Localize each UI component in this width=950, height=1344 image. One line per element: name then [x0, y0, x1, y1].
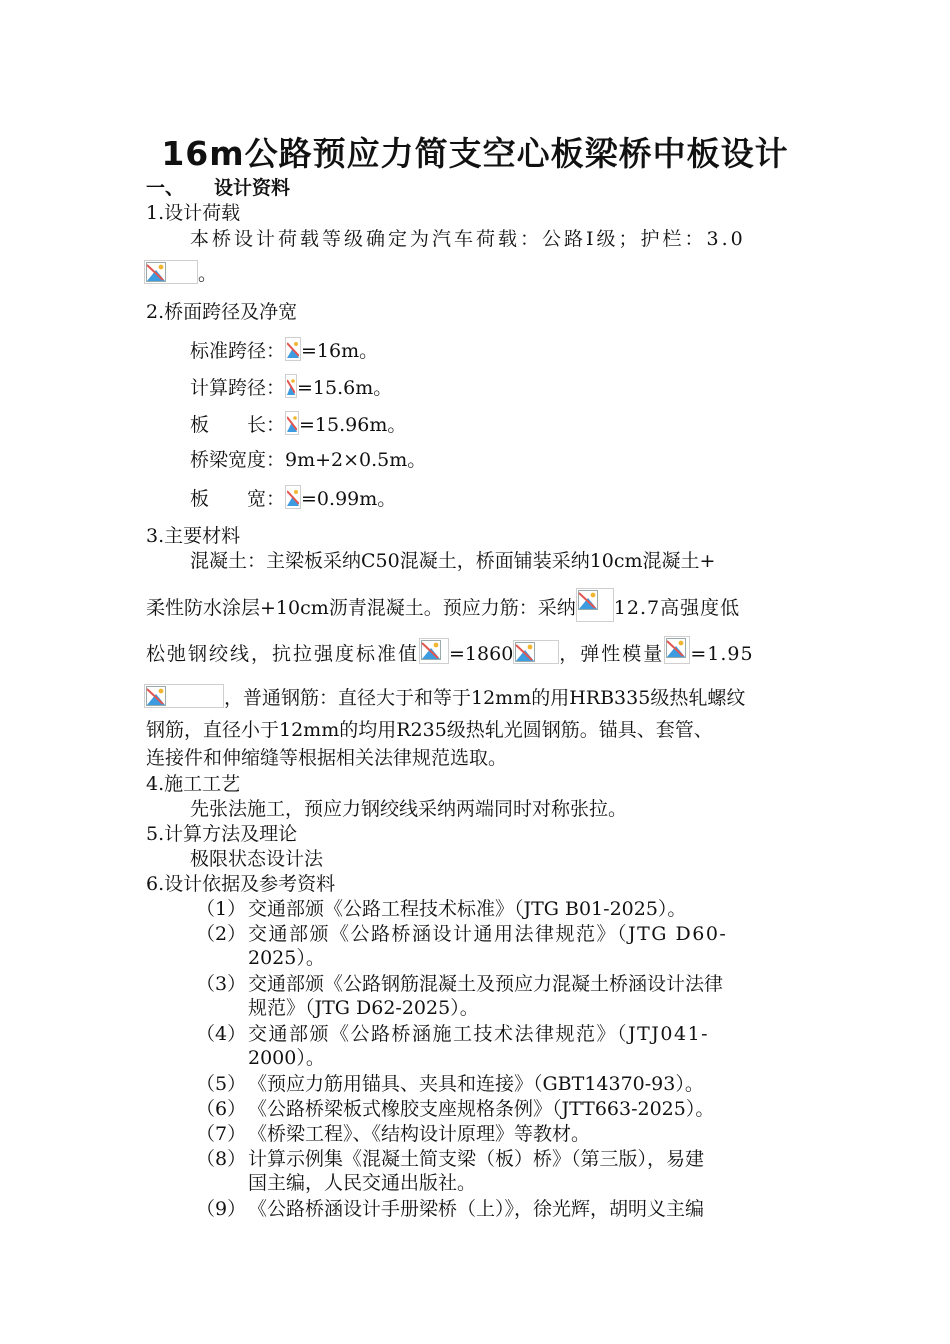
broken-image-icon [144, 684, 224, 708]
broken-image-icon [576, 588, 614, 622]
materials-line-2: 柔性防水涂层+10cm沥青混凝土。预应力筋：采纳 12.7高强度低 [146, 588, 740, 622]
subsection-heading-references: 6.设计依据及参考资料 [146, 873, 336, 895]
span-row-bridge-width: 桥梁宽度：9m+2×0.5m。 [190, 449, 427, 471]
broken-image-icon [285, 485, 301, 509]
construction-text: 先张法施工，预应力钢绞线采纳两端同时对称张拉。 [190, 798, 628, 820]
broken-image-icon [664, 636, 690, 664]
span-row-standard: 标准跨径： =16m。 [190, 337, 378, 363]
document-title: 16m公路预应力简支空心板梁桥中板设计 [161, 134, 789, 173]
method-text: 极限状态设计法 [190, 848, 324, 870]
materials-line-4: ，普通钢筋：直径大于和等于12mm的用HRB335级热轧螺纹 [144, 684, 745, 710]
broken-image-icon [285, 374, 297, 398]
broken-image-icon [419, 638, 449, 664]
section-label: 设计资料 [214, 177, 291, 199]
span-row-calc: 计算跨径： =15.6m。 [190, 374, 392, 400]
section-number: 一、 [146, 177, 185, 199]
load-text: 本桥设计荷载等级确定为汽车荷载：公路Ⅰ级；护栏：3.0 [190, 228, 746, 250]
subsection-heading-span: 2.桥面跨径及净宽 [146, 301, 298, 323]
materials-line-1: 混凝土：主梁板采纳C50混凝土，桥面铺装采纳10cm混凝土+ [190, 550, 716, 572]
section-heading [146, 176, 290, 200]
load-text-end: 。 [144, 260, 217, 286]
broken-image-icon [144, 260, 198, 284]
materials-line-6: 连接件和伸缩缝等根据相关法律规范选取。 [146, 747, 508, 769]
broken-image-icon [285, 337, 301, 361]
span-row-length: 板 长： =15.96m。 [190, 411, 406, 437]
broken-image-icon [285, 411, 299, 435]
materials-line-3: 松弛钢绞线，抗拉强度标准值 =1860 ，弹性模量 =1.95 [146, 636, 754, 666]
broken-image-icon [513, 640, 559, 664]
subsection-heading-materials: 3.主要材料 [146, 525, 241, 547]
subsection-heading-construction: 4.施工工艺 [146, 773, 241, 795]
subsection-heading-method: 5.计算方法及理论 [146, 823, 298, 845]
span-row-slab-width: 板 宽： =0.99m。 [190, 485, 396, 511]
document-page: 16m公路预应力简支空心板梁桥中板设计 一、 设计资料 1.设计荷载 本桥设计荷载等级确定为汽车荷载：公路Ⅰ级；护栏：3.0 。 2.桥面跨径及净宽 标准跨径： =16m。 计算跨径： =15.6m。 板 长： =15.96m。 桥梁宽度：9m+2×0.5m。 板 宽： =0.99m。 3.主要材料 混凝土：主梁板采纳C50混凝土，桥面铺装采纳10cm混凝土+ 柔性防水涂层+10cm沥青混凝土。预应力筋：采纳 12.7高强度低 松弛钢绞线，抗拉强度标准值 =1860 ，弹性模量 =1.95 ，普通钢筋：直径大于和等于12mm的用HRB335级热轧螺纹 钢筋，直径小于12mm的均用R235级热轧光圆钢筋。锚具、套管、 连接件和伸缩缝等根据相关法律规范选取。 4.施工工艺 先张法施工，预应力钢绞线采纳两端同时对称张拉。 5.计算方法及理论 极限状态设计法 6.设计依据及参考资料 （1） 交通部颁《公路工程技术标准》（JTG B01-2025）。 （2） 交通部颁《公路桥涵设计通用法律规范》（JTG D60- 2025）。 （3） 交通部颁《公路钢筋混凝土及预应力混凝土桥涵设计法律 规范》（JTG D62-2025）。 （4） 交通部颁《公路桥涵施工技术法律规范》（JTJ041- 2000）。 （5） 《预应力筋用锚具、夹具和连接》（GBT14370-93）。 （6） 《公路桥梁板式橡胶支座规格条例》（JTT663-2025）。 （7） 《桥梁工程》、《结构设计原理》等教材。 （8） 计算示例集《混凝土简支梁（板）桥》（第三版），易建 国主编，人民交通出版社。 （9） 《公路桥涵设计手册梁桥（上）》，徐光辉，胡明义主编 [0, 0, 950, 1344]
materials-line-5: 钢筋，直径小于12mm的均用R235级热轧光圆钢筋。锚具、套管、 [146, 719, 713, 741]
subsection-heading-load: 1.设计荷载 [146, 202, 241, 224]
